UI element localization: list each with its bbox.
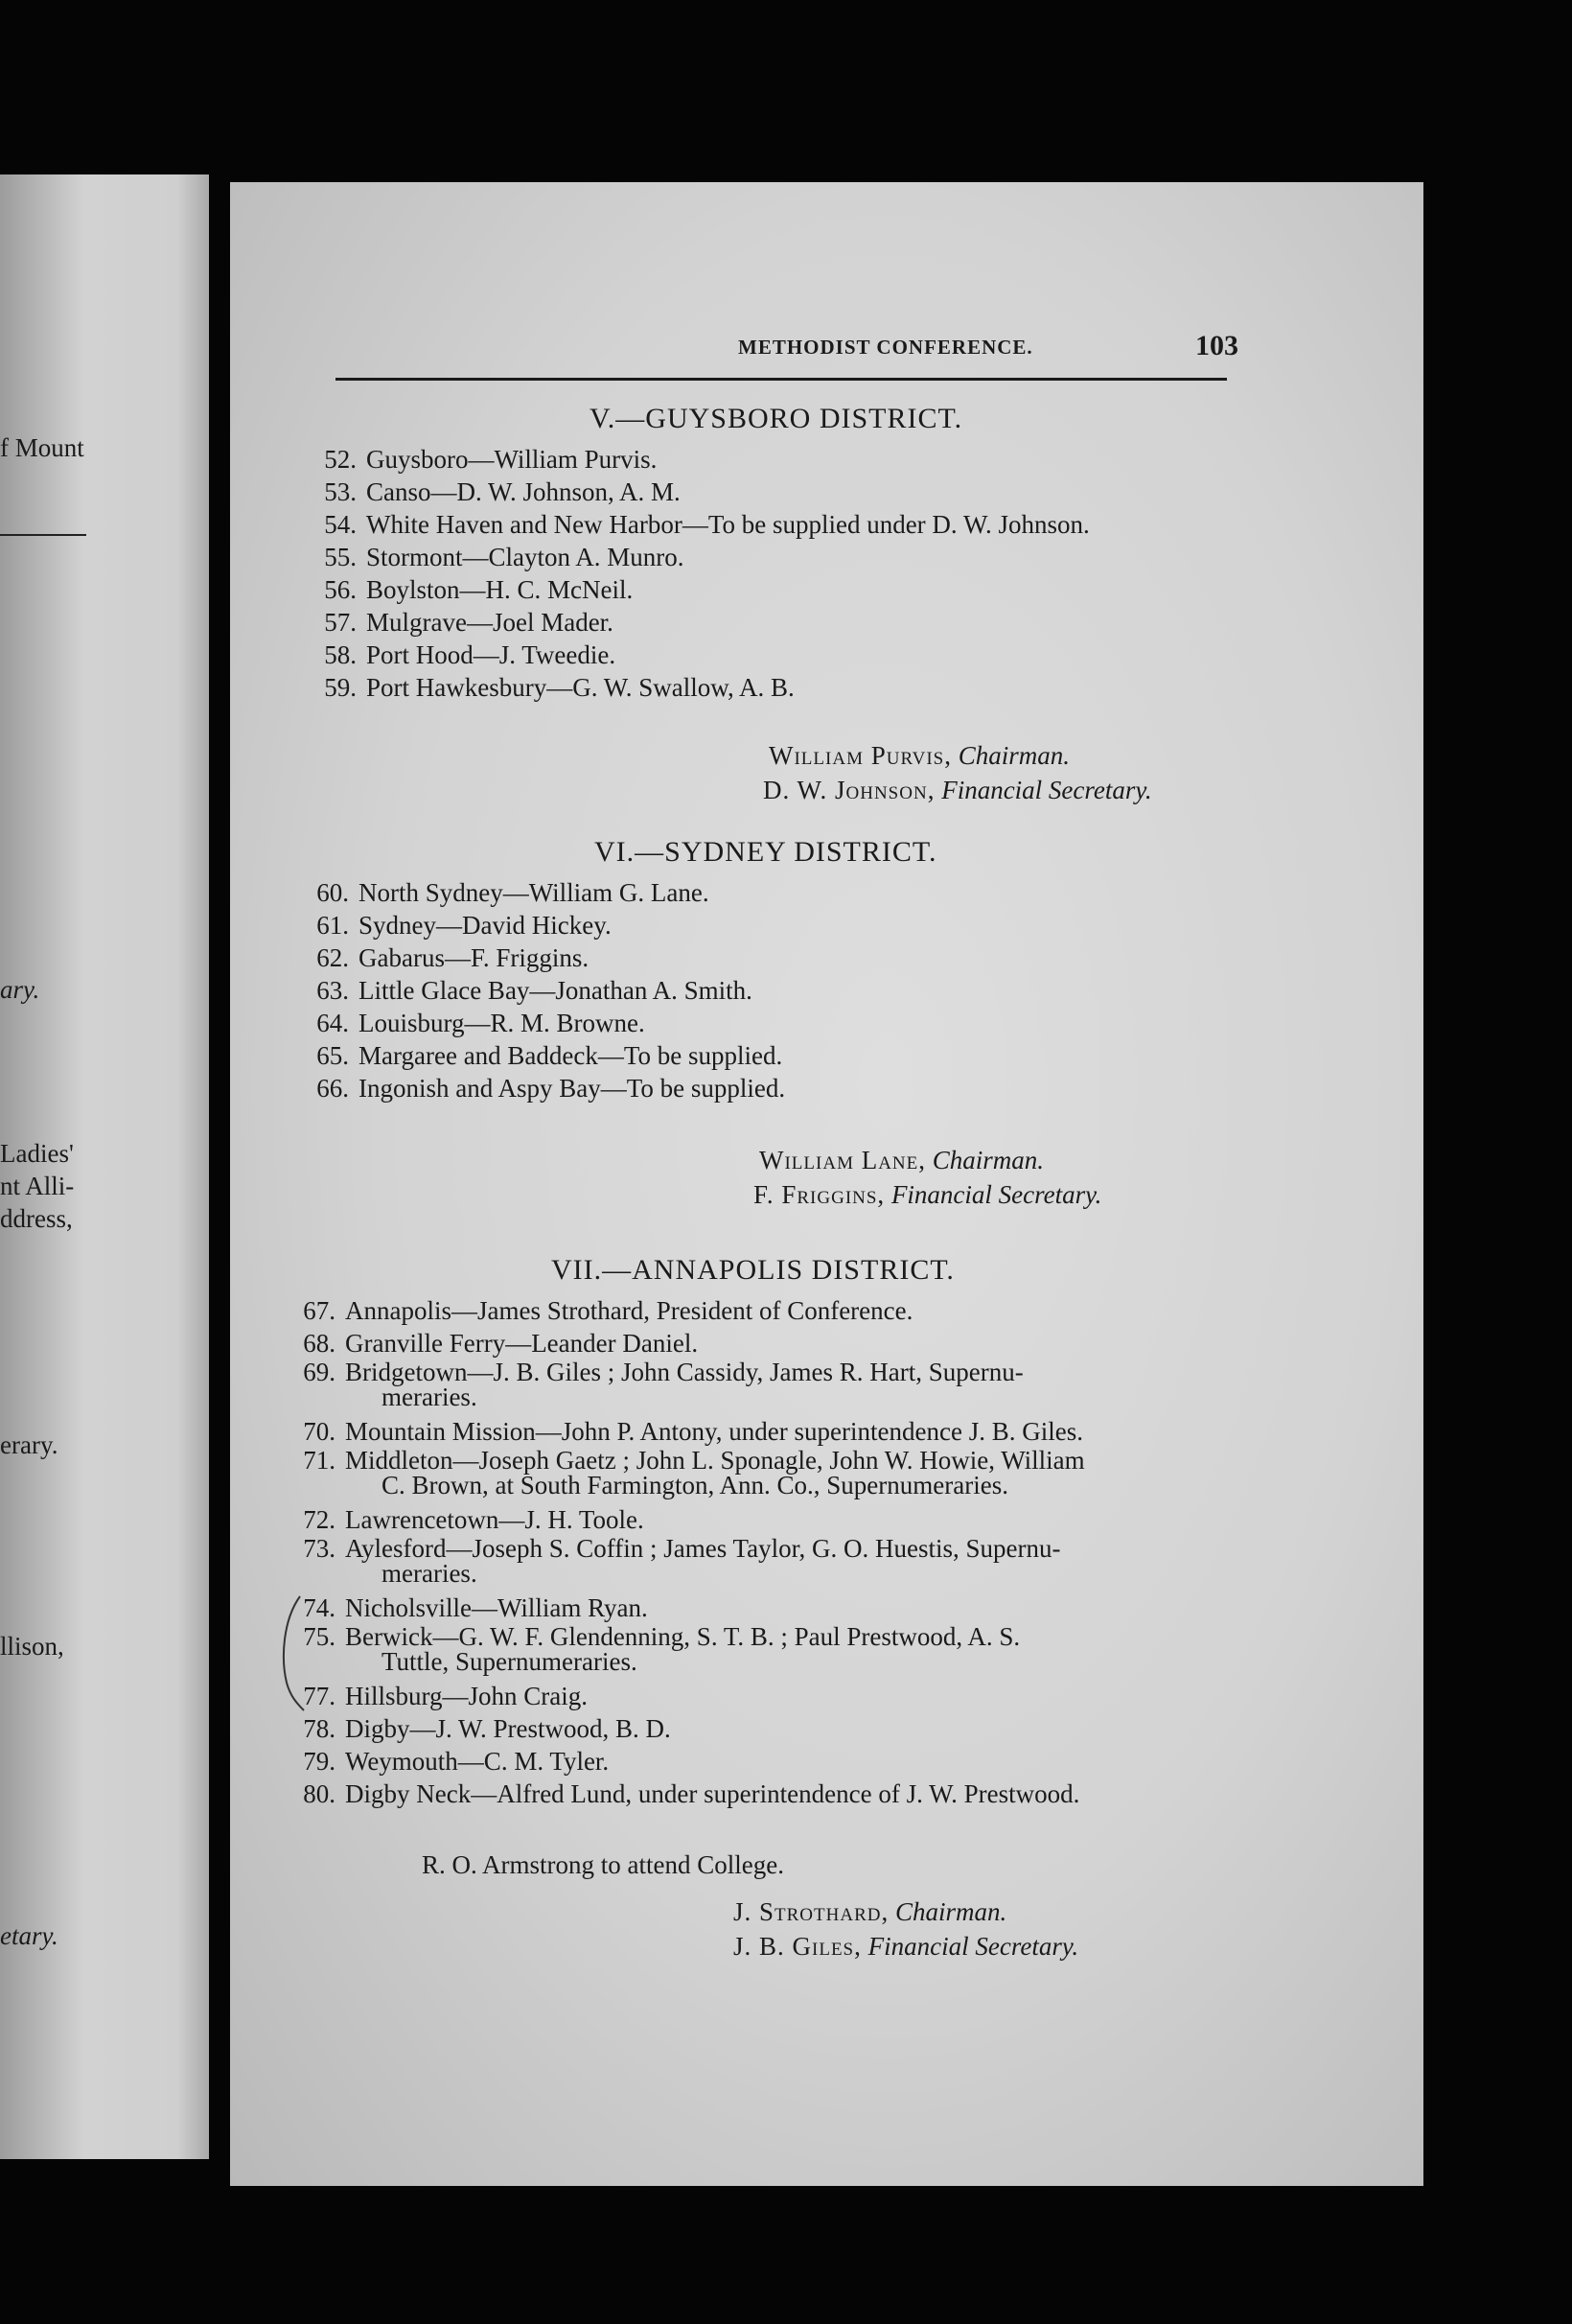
guysboro-chairman-signature [769, 738, 1070, 773]
entry-number: 73. [303, 1534, 335, 1563]
entry-continuation: Tuttle, Supernumeraries. [381, 1647, 637, 1676]
entry-number: 68. [303, 1329, 335, 1358]
entry-text: Hillsburg—John Craig. [345, 1682, 589, 1710]
list-item [299, 876, 785, 909]
entry-continuation: meraries. [381, 1383, 477, 1411]
signature-role: Chairman. [958, 741, 1071, 770]
entry-text: Margaree and Baddeck—To be supplied. [358, 1041, 783, 1070]
list-item [307, 541, 1090, 573]
entry-text: Gabarus—F. Friggins. [358, 943, 590, 972]
entry-text: Bridgetown—J. B. Giles ; John Cassidy, James R. Hart, Supernu- [345, 1358, 1024, 1386]
entry-continuation: C. Brown, at South Farmington, Ann. Co., Supernumeraries. [381, 1471, 1008, 1499]
sydney-secretary-signature [753, 1177, 1101, 1212]
list-item [299, 941, 785, 974]
district-heading-sydney: VI.—SYDNEY DISTRICT. [594, 836, 937, 868]
entry-number: 55. [324, 543, 357, 571]
entry-text: Port Hawkesbury—G. W. Swallow, A. B. [366, 673, 795, 702]
list-item [286, 1360, 1340, 1415]
entry-number: 64. [316, 1009, 349, 1037]
list-item [286, 1503, 1340, 1536]
left-fragment-mount: f Mount [0, 433, 84, 462]
left-fragment-ladies: Ladies' [0, 1139, 74, 1168]
guysboro-secretary-signature [763, 773, 1152, 807]
entry-text: Sydney—David Hickey. [358, 911, 612, 940]
running-header [335, 330, 1238, 381]
page-number: 103 [1195, 330, 1238, 361]
entry-text: Mountain Mission—John P. Antony, under superintendence J. B. Giles. [345, 1417, 1083, 1446]
entry-number: 77. [303, 1682, 335, 1710]
list-item [307, 573, 1090, 606]
book-gutter [209, 174, 230, 2159]
list-item [286, 1778, 1340, 1810]
left-fragment-etary: etary. [0, 1921, 58, 1950]
running-title: METHODIST CONFERENCE. [738, 336, 1033, 359]
district-heading-guysboro: V.—GUYSBORO DISTRICT. [590, 403, 963, 434]
left-fragment-erary: erary. [0, 1430, 58, 1459]
list-item [307, 443, 1090, 476]
list-item [299, 1039, 785, 1072]
left-fragment-allison: llison, [0, 1632, 64, 1661]
entry-text: Little Glace Bay—Jonathan A. Smith. [358, 976, 752, 1005]
list-item [307, 671, 1090, 704]
entry-text: Mulgrave—Joel Mader. [366, 608, 613, 637]
left-fragment-address: ddress, [0, 1204, 73, 1233]
signature-name: F. Friggins, [753, 1180, 886, 1209]
annapolis-entry-list [286, 1294, 1340, 1810]
entry-text: Canso—D. W. Johnson, A. M. [366, 477, 681, 506]
entry-text: Digby—J. W. Prestwood, B. D. [345, 1714, 671, 1743]
list-item [307, 639, 1090, 671]
entry-text: Aylesford—Joseph S. Coffin ; James Taylor, G. O. Huestis, Supernu- [345, 1534, 1061, 1563]
document-page [230, 182, 1423, 2186]
entry-number: 80. [303, 1779, 335, 1808]
list-item [286, 1712, 1340, 1745]
entry-number: 66. [316, 1074, 349, 1103]
entry-number: 53. [324, 477, 357, 506]
entry-number: 62. [316, 943, 349, 972]
entry-text: White Haven and New Harbor—To be supplied under D. W. Johnson. [366, 510, 1090, 539]
entry-number: 57. [324, 608, 357, 637]
entry-number: 67. [303, 1296, 335, 1325]
list-item [286, 1415, 1340, 1448]
entry-number: 69. [303, 1358, 335, 1386]
entry-number: 56. [324, 575, 357, 604]
annapolis-secretary-signature [733, 1929, 1078, 1964]
entry-number: 75. [303, 1622, 335, 1651]
entry-text: Granville Ferry—Leander Daniel. [345, 1329, 699, 1358]
list-item [299, 909, 785, 941]
entry-number: 61. [316, 911, 349, 940]
entry-text: Port Hood—J. Tweedie. [366, 640, 616, 669]
signature-name: D. W. Johnson, [763, 776, 936, 804]
entry-number: 74. [303, 1593, 335, 1622]
annapolis-chairman-signature [733, 1894, 1006, 1929]
signature-role: Chairman. [894, 1897, 1007, 1926]
list-item [299, 1007, 785, 1039]
entry-text: Middleton—Joseph Gaetz ; John L. Sponagle, John W. Howie, William [345, 1446, 1085, 1475]
entry-number: 79. [303, 1747, 335, 1776]
entry-text: Digby Neck—Alfred Lund, under superintendence of J. W. Prestwood. [345, 1779, 1080, 1808]
list-item [286, 1680, 1340, 1712]
entry-number: 60. [316, 878, 349, 907]
pencil-bracket-mark [273, 1592, 312, 1716]
list-item [286, 1536, 1340, 1592]
entry-number: 63. [316, 976, 349, 1005]
entry-number: 72. [303, 1505, 335, 1534]
list-item [286, 1592, 1340, 1624]
list-item [286, 1448, 1340, 1503]
left-page-rule [0, 534, 86, 536]
signature-name: William Purvis, [769, 741, 952, 770]
entry-text: Ingonish and Aspy Bay—To be supplied. [358, 1074, 786, 1103]
entry-number: 78. [303, 1714, 335, 1743]
entry-text: Louisburg—R. M. Browne. [358, 1009, 645, 1037]
entry-text: Guysboro—William Purvis. [366, 445, 658, 474]
list-item [299, 974, 785, 1007]
list-item [286, 1624, 1340, 1680]
entry-number: 58. [324, 640, 357, 669]
sydney-entry-list [299, 876, 785, 1104]
entry-number: 54. [324, 510, 357, 539]
list-item [307, 606, 1090, 639]
signature-name: William Lane, [759, 1146, 927, 1174]
entry-text: Berwick—G. W. F. Glendenning, S. T. B. ; Paul Prestwood, A. S. [345, 1622, 1021, 1651]
list-item [286, 1327, 1340, 1360]
sydney-chairman-signature [759, 1143, 1044, 1177]
entry-number: 70. [303, 1417, 335, 1446]
signature-name: J. B. Giles, [733, 1932, 862, 1961]
signature-role: Financial Secretary. [867, 1932, 1079, 1961]
entry-text: Nicholsville—William Ryan. [345, 1593, 648, 1622]
entry-text: Annapolis—James Strothard, President of Conference. [345, 1296, 913, 1325]
entry-number: 52. [324, 445, 357, 474]
signature-name: J. Strothard, [733, 1897, 890, 1926]
list-item [286, 1294, 1340, 1327]
guysboro-entry-list [307, 443, 1090, 704]
list-item [286, 1745, 1340, 1778]
entry-text: Lawrencetown—J. H. Toole. [345, 1505, 644, 1534]
entry-text: Stormont—Clayton A. Munro. [366, 543, 684, 571]
entry-number: 59. [324, 673, 357, 702]
signature-role: Chairman. [932, 1146, 1045, 1174]
entry-number: 65. [316, 1041, 349, 1070]
list-item [307, 508, 1090, 541]
signature-role: Financial Secretary. [941, 776, 1152, 804]
entry-text: North Sydney—William G. Lane. [358, 878, 709, 907]
district-heading-annapolis: VII.—ANNAPOLIS DISTRICT. [551, 1254, 955, 1286]
list-item [307, 476, 1090, 508]
entry-text: Weymouth—C. M. Tyler. [345, 1747, 610, 1776]
left-fragment-ary: ary. [0, 975, 40, 1004]
left-facing-page [0, 174, 209, 2159]
list-item [299, 1072, 785, 1104]
college-note: R. O. Armstrong to attend College. [422, 1850, 784, 1879]
entry-continuation: meraries. [381, 1559, 477, 1588]
signature-role: Financial Secretary. [890, 1180, 1102, 1209]
left-fragment-alli: nt Alli- [0, 1172, 75, 1200]
entry-number: 71. [303, 1446, 335, 1475]
entry-text: Boylston—H. C. McNeil. [366, 575, 634, 604]
